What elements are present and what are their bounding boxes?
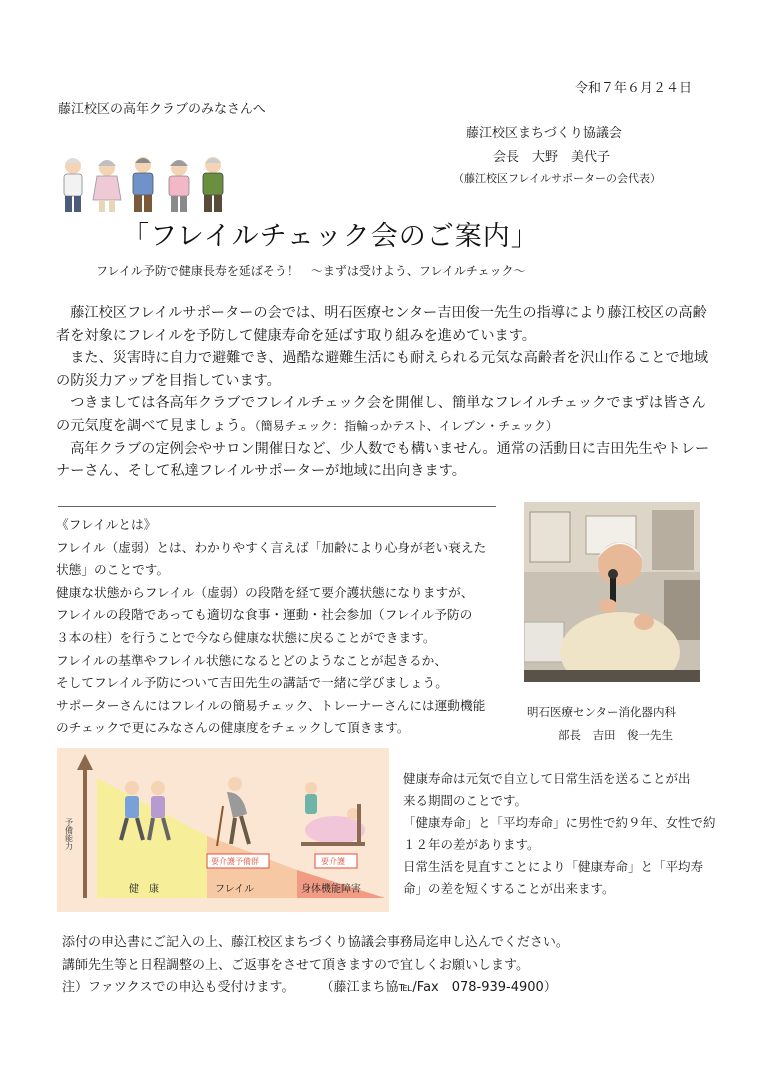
frail-line: フレイル（虚弱）とは、わかりやすく言えば「加齢により心身が老い衰えた xyxy=(56,539,487,555)
frail-line: フレイルの段階であっても適切な食事・運動・社会参加（フレイル予防の xyxy=(56,607,473,623)
frail-line: そしてフレイル予防について吉田先生の講話で一緒に学びましょう。 xyxy=(56,675,448,691)
photo-caption-name: 部長 吉田 俊一先生 xyxy=(558,728,673,742)
health-line: １２年の差があります。 xyxy=(403,837,540,852)
elderly-group-illustration xyxy=(55,154,235,216)
salutation: 藤江校区の高年クラブのみなさんへ xyxy=(58,102,266,117)
photo-caption-department: 明石医療センター消化器内科 xyxy=(527,705,677,719)
elder-figure-2 xyxy=(93,160,121,212)
intro-paragraph-1: 藤江校区フレイルサポーターの会では、明石医療センター吉田俊一先生の指導により藤江校区の高齢者を対象にフレイルを予防して健康寿命を延ばす取り組みを進めています。 xyxy=(56,305,707,344)
frail-line: 状態」のことです。 xyxy=(56,562,170,578)
health-line: 日常生活を見直すことにより「健康寿命」と「平均寿 xyxy=(403,859,704,874)
frail-line: サポーターさんにはフレイルの簡易チェック、トレーナーさんには運動機能 xyxy=(56,697,486,713)
stage-label-health: 健 康 xyxy=(129,884,159,895)
badge-care-label: 要介護 xyxy=(321,857,345,866)
frail-section xyxy=(56,514,516,740)
frail-line: フレイルの基準やフレイル状態になるとどのようなことが起きるか、 xyxy=(56,652,448,668)
lecturer-photo xyxy=(524,502,700,682)
page-subtitle: フレイル予防で健康長寿を延ばそう！ ～まずは受けよう、フレイルチェック～ xyxy=(96,264,526,278)
intro-paragraph-3-note: （簡易チェック：指輪っかテスト、イレブン・チェック） xyxy=(254,418,558,433)
intro-paragraph-4: 高年クラブの定例会やサロン開催日など、少人数でも構いません。通常の活動日に吉田先生やトレーナーさん、そして私達フレイルサポーターが地域に出向きます。 xyxy=(56,440,710,480)
representative-note: （藤江校区フレイルサポーターの会代表） xyxy=(453,172,662,185)
footer-line-schedule: 講師先生等と日程調整の上、ご返事をさせて頂きますので宜しくお願いします。 xyxy=(62,957,529,973)
representative-name: 会長 大野 美代子 xyxy=(493,150,611,165)
frailty-stages-diagram xyxy=(57,748,389,912)
frail-line: ３本の柱）を行うことで今なら健康な状態に戻ることができます。 xyxy=(56,629,436,645)
elder-figure-4 xyxy=(169,160,189,212)
elder-figure-5 xyxy=(203,157,223,212)
healthy-life-section xyxy=(403,768,721,900)
page-title: 「フレイルチェック会のご案内」 xyxy=(122,221,539,252)
elder-figure-1 xyxy=(64,158,82,212)
intro-section xyxy=(56,302,716,483)
diagram-axis-label: 予備能力 xyxy=(64,818,74,850)
document-date: 令和７年６月２４日 xyxy=(575,81,693,96)
health-line: 命」の差を短くすることが出来ます。 xyxy=(403,881,615,896)
application-footer xyxy=(62,932,569,1000)
section-divider xyxy=(58,506,496,507)
frail-line: 健康な状態からフレイル（虚弱）の段階を経て要介護状態になりますが、 xyxy=(56,584,474,600)
footer-line-fax: 注）ファツクスでの申込も受付けます。 （藤江まち協℡/Fax 078-939-4900） xyxy=(62,980,557,995)
intro-paragraph-3-text: つきましては各高年クラブでフレイルチェック会を開催し、簡単なフレイルチェックでまずは皆さんの元気度を調べて見ましょう。 xyxy=(56,395,706,434)
badge-pre-care-label: 要介護予備群 xyxy=(211,857,259,866)
stage-label-disability: 身体機能障害 xyxy=(301,884,361,895)
health-line: 来る期間のことです。 xyxy=(403,793,528,808)
footer-line-apply: 添付の申込書にご記入の上、藤江校区まちづくり協議会事務局迄申し込んでください。 xyxy=(62,935,569,950)
organization-name: 藤江校区まちづくり協議会 xyxy=(466,126,622,141)
frail-line: のチェックで更にみなさんの健康度をチェックして頂きます。 xyxy=(56,720,410,736)
health-line: 健康寿命は元気で自立して日常生活を送ることが出 xyxy=(403,771,691,786)
intro-paragraph-3 xyxy=(56,392,716,437)
stage-label-frail: フレイル xyxy=(215,884,255,895)
frail-heading: 《フレイルとは》 xyxy=(56,517,157,532)
health-line: 「健康寿命」と「平均寿命」に男性で約９年、女性で約 xyxy=(403,815,716,830)
elder-figure-3 xyxy=(133,157,153,212)
intro-paragraph-2: また、災害時に自力で避難でき、過酷な避難生活にも耐えられる元気な高齢者を沢山作ることで地域の防災力アップを目指しています。 xyxy=(56,350,709,389)
